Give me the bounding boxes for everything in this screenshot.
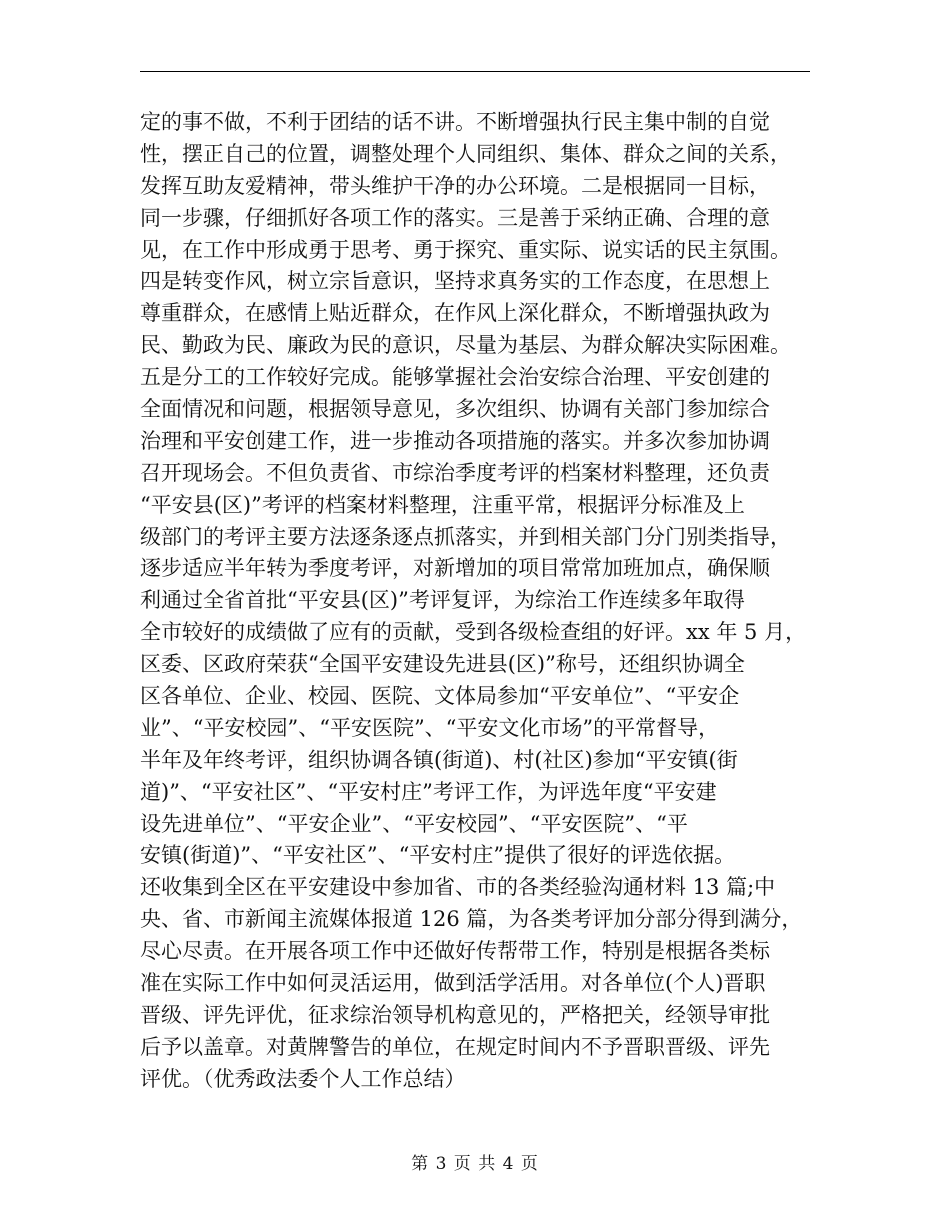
header-rule xyxy=(140,71,810,72)
text-line: 还收集到全区在平安建设中参加省、市的各类经验沟通材料 13 篇;中 xyxy=(140,875,776,900)
text-line: 央、省、市新闻主流媒体报道 126 篇，为各类考评加分部分得到满分， xyxy=(140,907,803,932)
text-line: 治理和平安创建工作，进一步推动各项措施的落实。并多次参加协调 xyxy=(140,428,770,453)
text-line: 召开现场会。不但负责省、市综治季度考评的档案材料整理，还负责 xyxy=(140,460,770,485)
text-line: 道)”、“平安社区”、“平安村庄”考评工作，为评选年度“平安建 xyxy=(140,779,717,804)
text-line: 晋级、评先评优，征求综治领导机构意见的，严格把关，经领导审批 xyxy=(140,1002,770,1027)
text-line: 四是转变作风，树立宗旨意识，坚持求真务实的工作态度，在思想上 xyxy=(140,269,770,294)
page-footer: 第 3 页 共 4 页 xyxy=(411,1154,539,1174)
text-line: 级部门的考评主要方法逐条逐点抓落实，并到相关部门分门别类指导， xyxy=(140,524,791,549)
text-line: 全面情况和问题，根据领导意见，多次组织、协调有关部门参加综合 xyxy=(140,397,770,422)
text-line: 区委、区政府荣获“全国平安建设先进县(区)”称号，还组织协调全 xyxy=(140,652,745,677)
text-line: 五是分工的工作较好完成。能够掌握社会治安综合治理、平安创建的 xyxy=(140,365,770,390)
text-line: “平安县(区)”考评的档案材料整理，注重平常，根据评分标准及上 xyxy=(140,492,745,517)
text-line: 同一步骤，仔细抓好各项工作的落实。三是善于采纳正确、合理的意 xyxy=(140,205,770,230)
text-line: 发挥互助友爱精神，带头维护干净的办公环境。二是根据同一目标， xyxy=(140,173,770,198)
text-line: 评优。（优秀政法委个人工作总结） xyxy=(140,1066,466,1091)
text-line: 利通过全省首批“平安县(区)”考评复评，为综治工作连续多年取得 xyxy=(140,588,745,613)
text-line: 设先进单位”、“平安企业”、“平安校园”、“平安医院”、“平 xyxy=(140,811,688,836)
text-line: 安镇(街道)”、“平安社区”、“平安村庄”提供了很好的评选依据。 xyxy=(140,843,736,868)
body-text xyxy=(140,107,820,1096)
text-line: 定的事不做，不利于团结的话不讲。不断增强执行民主集中制的自觉 xyxy=(140,110,770,134)
text-line: 尊重群众，在感情上贴近群众，在作风上深化群众，不断增强执政为 xyxy=(140,301,770,326)
text-line: 尽心尽责。在开展各项工作中还做好传帮带工作，特别是根据各类标 xyxy=(140,939,770,964)
text-line: 性，摆正自己的位置，调整处理个人同组织、集体、群众之间的关系， xyxy=(140,141,791,166)
text-line: 全市较好的成绩做了应有的贡献，受到各级检查组的好评。xx 年 5 月， xyxy=(140,620,807,645)
text-line: 民、勤政为民、廉政为民的意识，尽量为基层、为群众解决实际困难。 xyxy=(140,333,791,358)
text-line: 业”、“平安校园”、“平安医院”、“平安文化市场”的平常督导， xyxy=(140,715,720,740)
text-line: 准在实际工作中如何灵活运用，做到活学活用。对各单位(个人)晋职 xyxy=(140,971,766,996)
text-line: 半年及年终考评，组织协调各镇(街道)、村(社区)参加“平安镇(街 xyxy=(140,747,738,772)
text-line: 后予以盖章。对黄牌警告的单位，在规定时间内不予晋职晋级、评先 xyxy=(140,1034,770,1059)
text-line: 逐步适应半年转为季度考评，对新增加的项目常常加班加点，确保顺 xyxy=(140,556,770,581)
text-line: 区各单位、企业、校园、医院、文体局参加“平安单位”、“平安企 xyxy=(140,684,740,709)
text-line: 见，在工作中形成勇于思考、勇于探究、重实际、说实话的民主氛围。 xyxy=(140,237,791,262)
